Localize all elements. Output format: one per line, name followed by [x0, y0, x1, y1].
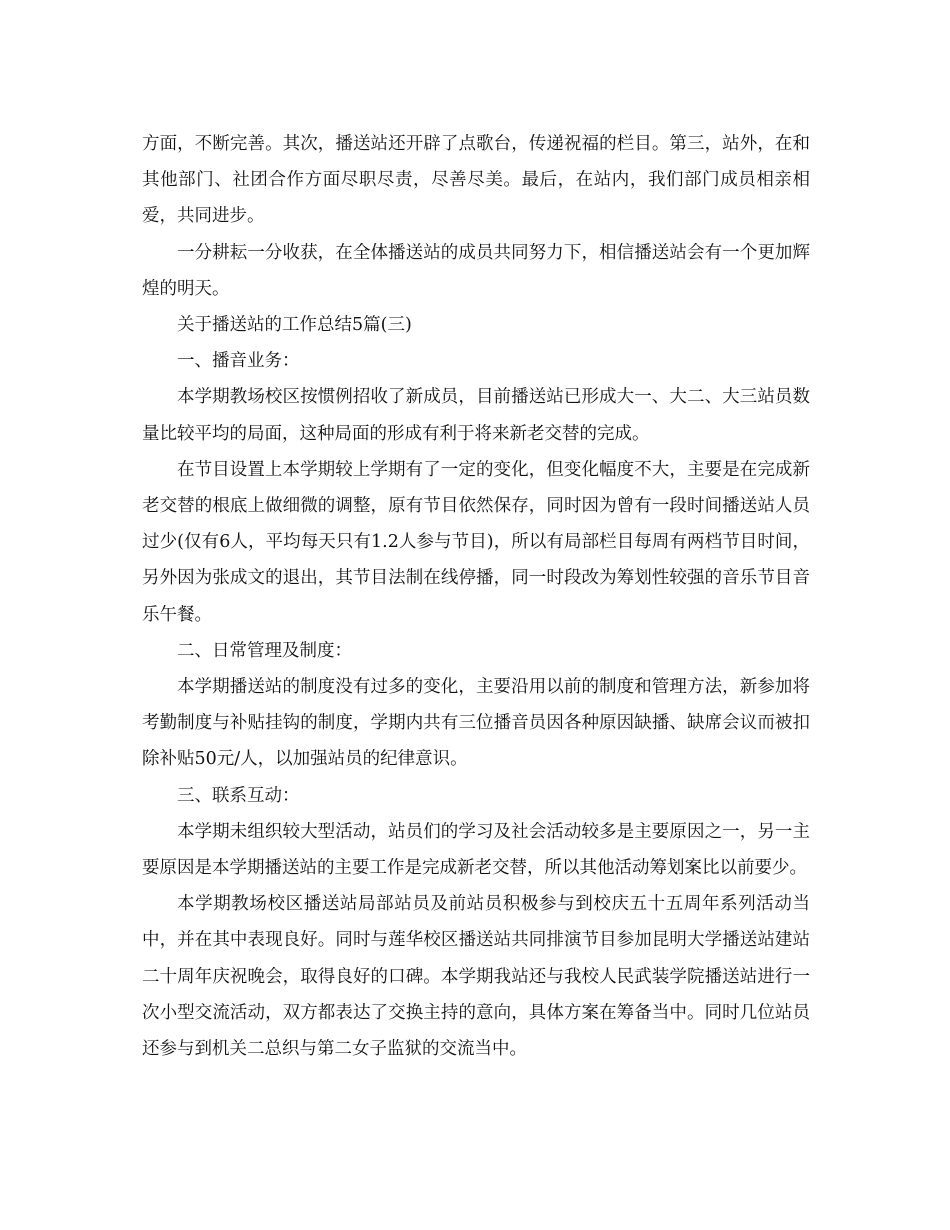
- heading-daily-management: 二、日常管理及制度：: [177, 640, 352, 661]
- document-body: [142, 126, 810, 1067]
- heading-interaction: 三、联系互动：: [177, 785, 300, 806]
- paragraph-new-members: 本学期教场校区按惯例招收了新成员，目前播送站已形成大一、大二、大三站员数量比较平均的局面，这种局面的形成有利于将来新老交替的完成。: [142, 387, 810, 444]
- section-title: 关于播送站的工作总结5篇(三): [177, 315, 412, 336]
- paragraph-continuation: 方面，不断完善。其次，播送站还开辟了点歌台，传递祝福的栏目。第三，站外，在和其他部门、社团合作方面尽职尽责，尽善尽美。最后，在站内，我们部门成员相亲相爱，共同进步。: [142, 134, 810, 227]
- paragraph-exchange: 本学期教场校区播送站局部站员及前站员积极参与到校庆五十五周年系列活动当中，并在其中表现良好。同时与莲华校区播送站共同排演节目参加昆明大学播送站建站二十周年庆祝晚会，取得良好的口碑。本学期我站还与我校人民武装学院播送站进行一次小型交流活动，双方都表达了交换主持的意向，具体方案在筹备当中。同时几位站员还参与到机关二总织与第二女子监狱的交流当中。: [142, 894, 810, 1060]
- heading-broadcast-business: 一、播音业务：: [177, 351, 300, 372]
- paragraph-conclusion: 一分耕耘一分收获，在全体播送站的成员共同努力下，相信播送站会有一个更加辉煌的明天。: [142, 242, 810, 299]
- paragraph-management-rules: 本学期播送站的制度没有过多的变化，主要沿用以前的制度和管理方法，新参加将考勤制度与补贴挂钩的制度，学期内共有三位播音员因各种原因缺播、缺席会议而被扣除补贴50元/人，以加强站员的纪律意识。: [142, 677, 810, 770]
- paragraph-activities: 本学期未组织较大型活动，站员们的学习及社会活动较多是主要原因之一，另一主要原因是本学期播送站的主要工作是完成新老交替，所以其他活动筹划案比以前要少。: [142, 821, 810, 879]
- paragraph-program-settings: 在节目设置上本学期较上学期有了一定的变化，但变化幅度不大，主要是在完成新老交替的根底上做细微的调整，原有节目依然保存，同时因为曾有一段时间播送站人员过少(仅有6人，平均每天只有1.2人参与节目)，所以有局部栏目每周有两档节目时间，另外因为张成文的退出，其节目法制在线停播，同一时段改为筹划性较强的音乐节目音乐午餐。: [142, 459, 810, 625]
